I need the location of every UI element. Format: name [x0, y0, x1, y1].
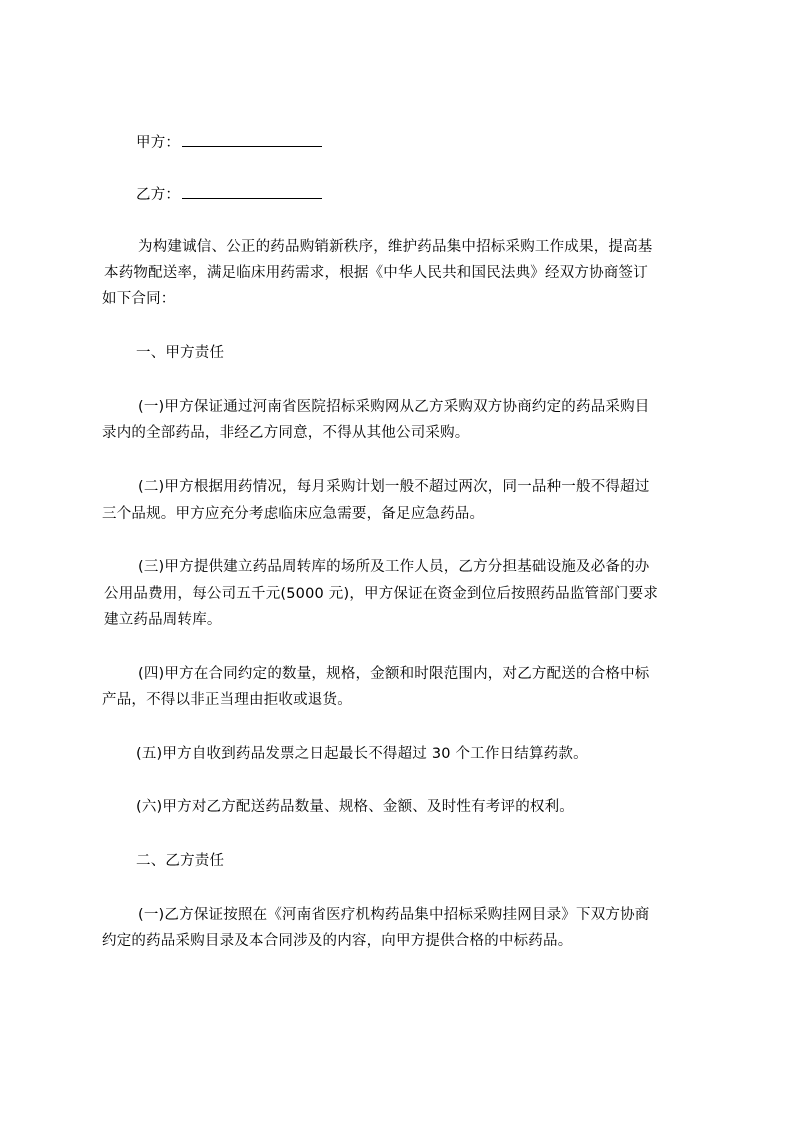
section-2-heading: 二、乙方责任 [136, 853, 225, 869]
section-2-clause-1-line-1: (一)乙方保证按照在《河南省医疗机构药品集中招标采购挂网目录》下双方协商 [138, 907, 650, 923]
party-b-line [136, 184, 716, 205]
section-1-clause-2-line-1: (二)甲方根据用药情况，每月采购计划一般不超过两次，同一品种一般不得超过 [138, 479, 650, 495]
section-1-clause-5-line-1: (五)甲方自收到药品发票之日起最长不得超过 30 个工作日结算药款。 [136, 746, 588, 762]
section-1-clause-4-line-1: (四)甲方在合同约定的数量，规格，金额和时限范围内，对乙方配送的合格中标 [138, 666, 650, 682]
preamble-line-1: 为构建诚信、公正的药品购销新秩序，维护药品集中招标采购工作成果，提高基 [138, 239, 653, 255]
party-a-label: 甲方： [136, 135, 181, 151]
section-1-clause-1-line-2: 录内的全部药品，非经乙方同意，不得从其他公司采购。 [102, 425, 470, 441]
section-1-clause-2-line-2: 三个品规。甲方应充分考虑临床应急需要，备足应急药品。 [102, 506, 485, 522]
section-1-clause-6-line-1: (六)甲方对乙方配送药品数量、规格、金额、及时性有考评的权利。 [136, 799, 575, 815]
section-1-clause-3-line-1: (三)甲方提供建立药品周转库的场所及工作人员，乙方分担基础设施及必备的办 [138, 559, 650, 575]
preamble-line-2: 本药物配送率，满足临床用药需求，根据《中华人民共和国民法典》经双方协商签订 [104, 265, 648, 281]
section-1-clause-3-line-2: 公用品费用，每公司五千元(5000 元)，甲方保证在资金到位后按照药品监管部门要求 [104, 586, 659, 602]
section-2-clause-1-line-2: 约定的药品采购目录及本合同涉及的内容，向甲方提供合格的中标药品。 [102, 933, 573, 949]
party-b-blank [182, 184, 322, 199]
party-a-line [136, 132, 716, 153]
party-a-blank [182, 132, 322, 147]
section-1-clause-3-line-3: 建立药品周转库。 [104, 612, 222, 628]
section-1-clause-1-line-1: (一)甲方保证通过河南省医院招标采购网从乙方采购双方协商约定的药品采购目 [138, 399, 650, 415]
preamble-line-3: 如下合同： [102, 291, 176, 307]
section-1-heading: 一、甲方责任 [136, 345, 225, 361]
party-b-label: 乙方： [136, 187, 181, 203]
section-1-clause-4-line-2: 产品，不得以非正当理由拒收或退货。 [102, 692, 352, 708]
